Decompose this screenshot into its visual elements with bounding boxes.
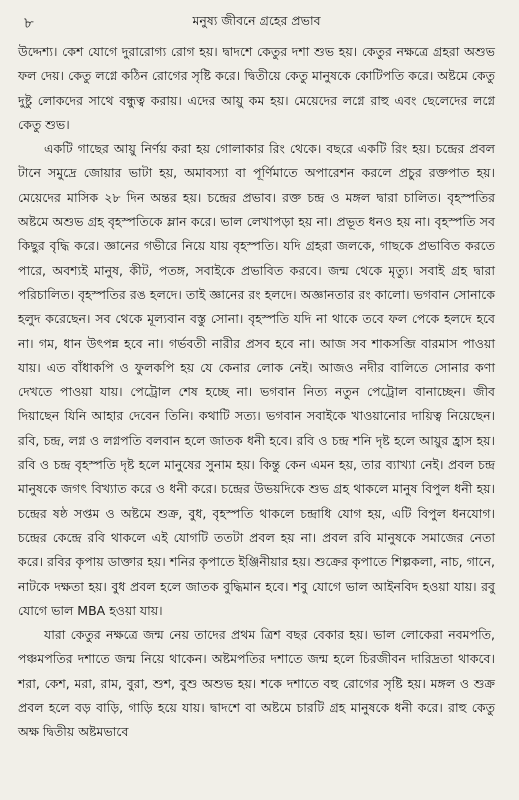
- running-title: মনুষ্য জীবনে গ্রহের প্রভাব: [192, 13, 321, 28]
- page-number: ৮: [24, 14, 34, 32]
- page-body: [18, 40, 495, 745]
- paragraph-1: উদ্দেশ্য। কেশ যোগে দুরারোগ্য রোগ হয়। দ্বাদশে কেতুর দশা শুভ হয়। কেতুর নক্ষত্রে গ্রহরা অশুভ ফল দেয়। কেতু লগ্নে কঠিন রোগের সৃষ্টি করে। দ্বিতীয়ে কেতু মানুষকে কোটিপতি করে। অষ্টমে কেতু দুষ্টু লোকদের সাথে বন্ধুত্ব করায়। এদের আয়ু কম হয়। মেয়েদের লগ্নে রাহু এবং ছেলেদের লগ্নে কেতু শুভ।: [18, 44, 495, 132]
- paragraph-3: যারা কেতুর নক্ষত্রে জন্ম নেয় তাদের প্রথম ত্রিশ বছর বেকার হয়। ভাল লোকেরা নবমপতি, পঞ্চমপতির দশাতে জন্ম নিয়ে থাকেন। অষ্টমপতির দশাতে জন্ম হলে চিরজীবন দারিদ্রতা থাকবে। শরা, কেশ, মরা, রাম, বুরা, শুশ, বুশু অশুভ হয়। শকে দশাতে বহু রোগের সৃষ্টি হয়। মঙ্গল ও শুক্র প্রবল হলে বড় বাড়ি, গাড়ি হয়ে যায়। দ্বাদশে বা অষ্টমে চারটি গ্রহ মানুষকে ধনী করে। রাহু কেতু অক্ষ দ্বিতীয় অষ্টমভাবে: [18, 627, 495, 740]
- paragraph-2: একটি গাছের আয়ু নির্ণয় করা হয় গোলাকার রিং থেকে। বছরে একটি রিং হয়। চন্দ্রের প্রবল টানে সমুদ্রে জোয়ার ভাটা হয়, অমাবস্যা বা পূর্ণিমাতে অপারেশন করলে প্রচুর রক্তপাত হয়। মেয়েদের মাসিক ২৮ দিন অন্তর হয়। চন্দ্রের প্রভাব। রক্ত চন্দ্র ও মঙ্গল দ্বারা চালিত। বৃহস্পতির অষ্টমে অশুভ গ্রহ বৃহস্পতিকে ম্লান করে। ভাল লেখাপড়া হয় না। প্রভূত ধনও হয় না। বৃহস্পতি সব কিছুর বৃদ্ধি করে। জ্ঞানের গভীরে নিয়ে যায় বৃহস্পতি। যদি গ্রহরা জলকে, গাছকে প্রভাবিত করতে পারে, অবশ্যই মানুষ, কীট, পতঙ্গ, সবাইকে প্রভাবিত করবে। জন্ম থেকে মৃত্যু। সবাই গ্রহ দ্বারা পরিচালিত। বৃহস্পতির রঙ হলদে। তাই জ্ঞানের রং হলদে। অজ্ঞানতার রং কালো। ভগবান সোনাকে হলুদ করেছেন। সব থেকে মূল্যবান বস্তু সোনা। বৃহস্পতি যদি না থাকে তবে ফল পেকে হলদে হবে না। গম, ধান উৎপন্ন হবে না। গর্ভবতী নারীর প্রসব হবে না। আজ সব শাকসব্জি বারমাস পাওয়া যায়। এত বাঁধাকপি ও ফুলকপি হয় যে কেনার লোক নেই। আজও নদীর বালিতে সোনার কণা দেখতে পাওয়া যায়। পেট্রোল শেষ হচ্ছে না। ভগবান নিত্য নতুন পেট্রোল বানাচ্ছেন। জীব দিয়াছেন যিনি আহার দেবেন তিনি। কথাটি সত্য। ভগবান সবাইকে খাওয়ানোর দায়িত্ব নিয়েছেন। রবি, চন্দ্র, লগ্ন ও লগ্নপতি বলবান হলে জাতক ধনী হবে। রবি ও চন্দ্র শনি দৃষ্ট হলে আয়ুর হ্রাস হয়। রবি ও চন্দ্র বৃহস্পতি দৃষ্ট হলে মানুষের সুনাম হয়। কিন্তু কেন এমন হয়, তার ব্যাখ্যা নেই। প্রবল চন্দ্র মানুষকে জগৎ বিখ্যাত করে ও ধনী করে। চন্দ্রের উভয়দিকে শুভ গ্রহ থাকলে মানুষ বিপুল ধনী হয়। চন্দ্রের ষষ্ঠ সপ্তম ও অষ্টমে শুক্র, বুধ, বৃহস্পতি থাকলে চন্দ্রাধি যোগ হয়, এটি বিপুল ধনযোগ। চন্দ্রের কেন্দ্রে রবি থাকলে এই যোগটি ততটা প্রবল হয় না। প্রবল রবি মানুষকে সমাজের নেতা করে। রবির কৃপায় ডাক্তার হয়। শনির কৃপাতে ইঞ্জিনীয়ার হয়। শুক্রের কৃপাতে শিল্পকলা, নাচ, গানে, নাটকে দক্ষতা হয়। বুধ প্রবল হলে জাতক বুদ্ধিমান হবে। শবু যোগে ভাল আইনবিদ হওয়া যায়। রবু যোগে ভাল MBA হওয়া যায়।: [18, 141, 495, 618]
- page-header: [18, 10, 495, 34]
